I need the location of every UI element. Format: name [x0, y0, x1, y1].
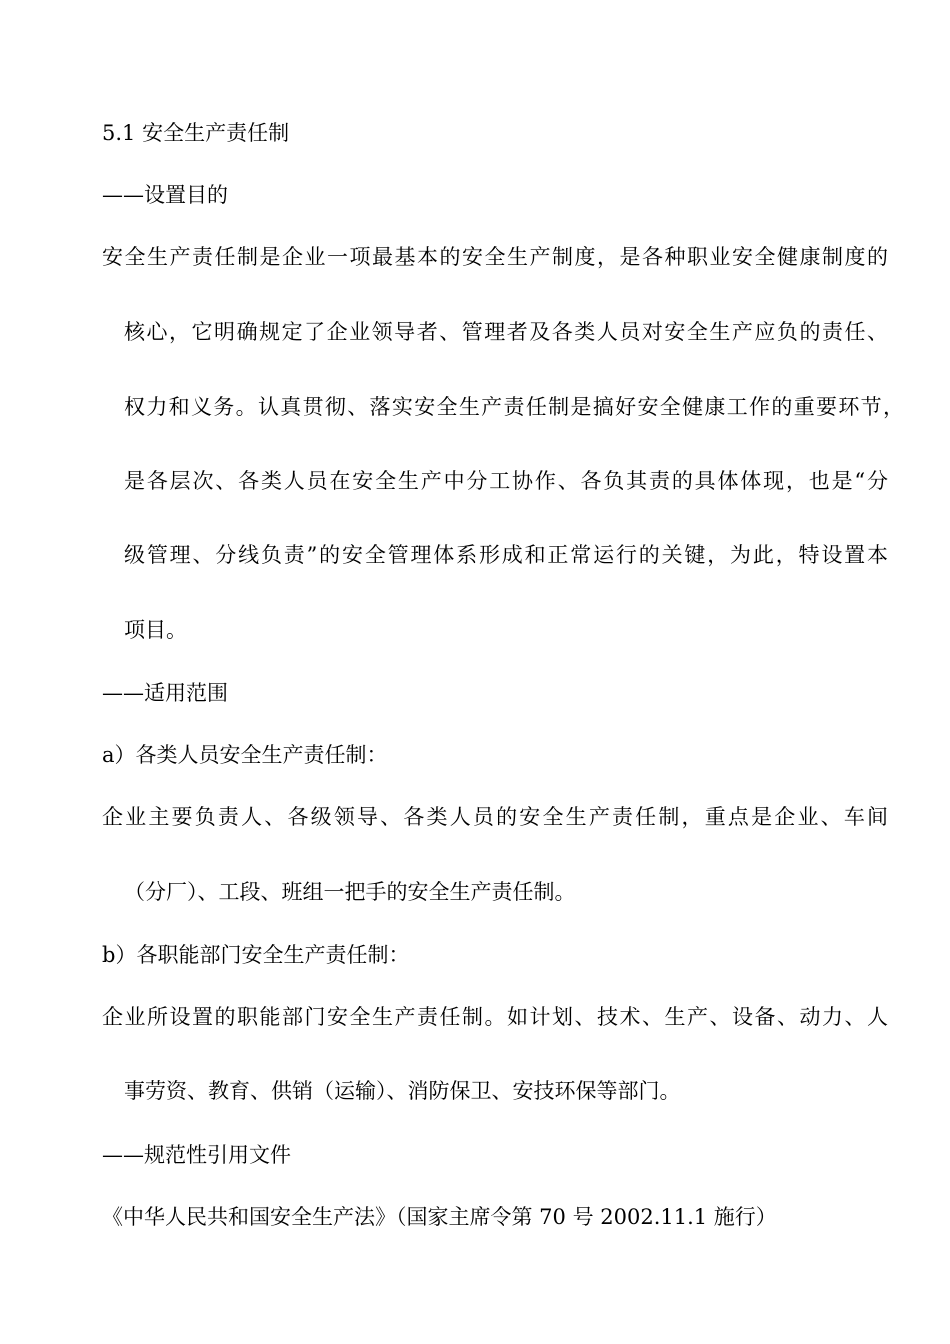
references-heading: ——规范性引用文件	[102, 1143, 291, 1167]
purpose-paragraph-line: 核心，它明确规定了企业领导者、管理者及各类人员对安全生产应负的责任、	[124, 320, 888, 344]
scope-item-a-line: 企业主要负责人、各级领导、各类人员的安全生产责任制，重点是企业、车间	[102, 805, 888, 829]
purpose-heading: ——设置目的	[102, 183, 228, 207]
scope-item-a-line: （分厂）、工段、班组一把手的安全生产责任制。	[124, 880, 576, 904]
purpose-paragraph-line: 是各层次、各类人员在安全生产中分工协作、各负其责的具体体现，也是“分	[124, 469, 888, 493]
purpose-paragraph-line: 级管理、分线负责”的安全管理体系形成和正常运行的关键，为此，特设置本	[124, 543, 888, 567]
section-title: 5.1 安全生产责任制	[102, 121, 290, 145]
scope-heading: ——适用范围	[102, 681, 228, 705]
scope-item-b-title: b）各职能部门安全生产责任制：	[102, 943, 410, 967]
purpose-paragraph-line: 项目。	[124, 618, 187, 642]
scope-item-b-line: 事劳资、教育、供销（运输）、消防保卫、安技环保等部门。	[124, 1079, 681, 1103]
scope-item-b-line: 企业所设置的职能部门安全生产责任制。如计划、技术、生产、设备、动力、人	[102, 1005, 888, 1029]
reference-item: 《中华人民共和国安全生产法》（国家主席令第 70 号 2002.11.1 施行）	[102, 1205, 777, 1229]
purpose-paragraph-line: 安全生产责任制是企业一项最基本的安全生产制度，是各种职业安全健康制度的	[102, 245, 888, 269]
purpose-paragraph-line: 权力和义务。认真贯彻、落实安全生产责任制是搞好安全健康工作的重要环节，	[124, 395, 904, 419]
scope-item-a-title: a）各类人员安全生产责任制：	[102, 743, 388, 767]
